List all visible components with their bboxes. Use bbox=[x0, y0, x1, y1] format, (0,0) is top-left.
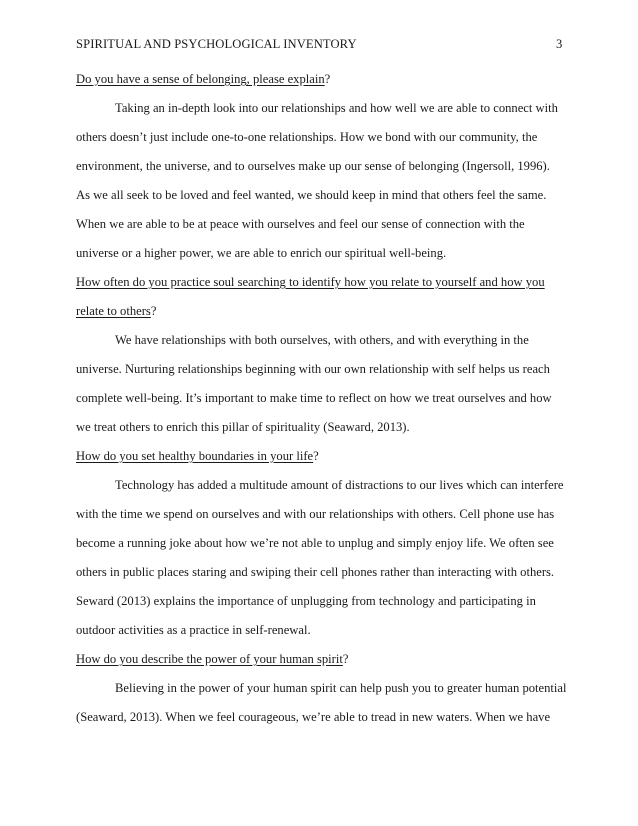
paragraph-line: complete well-being. It’s important to make time to reflect on how we treat ourselves and how bbox=[76, 391, 552, 405]
section-question bbox=[76, 268, 564, 297]
paragraph-line: universe or a higher power, we are able to enrich our spiritual well-being. bbox=[76, 246, 447, 260]
paragraph-line: When we are able to be at peace with ourselves and feel our sense of connection with the bbox=[76, 217, 525, 231]
question-mark: ? bbox=[342, 652, 349, 666]
paragraph-line: outdoor activities as a practice in self-renewal. bbox=[76, 623, 311, 637]
question-text: Do you have a sense of belonging, please explain bbox=[76, 72, 325, 86]
body-text bbox=[76, 65, 567, 732]
paragraph-line: Seward (2013) explains the importance of unplugging from technology and participating in bbox=[76, 594, 536, 608]
page-number: 3 bbox=[556, 37, 563, 51]
section-question bbox=[76, 297, 564, 326]
question-mark: ? bbox=[313, 449, 319, 463]
paragraph-line: others doesn’t just include one-to-one relationships. How we bond with our community, the bbox=[76, 130, 538, 144]
question-text: How often do you practice soul searching to identify how you relate to yourself and how you bbox=[76, 275, 545, 289]
question-text: How do you describe the power of your human spirit bbox=[76, 652, 343, 666]
paragraph-line: others in public places staring and swiping their cell phones rather than interacting with others. bbox=[76, 565, 555, 579]
section-question bbox=[76, 65, 564, 94]
section-question bbox=[76, 645, 564, 674]
paragraph-first-line: Technology has added a multitude amount of distractions to our lives which can interfere bbox=[115, 478, 564, 492]
paragraph-line: As we all seek to be loved and feel wanted, we should keep in mind that others feel the same. bbox=[76, 188, 547, 202]
paragraph-first-line: We have relationships with both ourselves, with others, and with everything in the bbox=[115, 333, 529, 347]
paragraph-line: environment, the universe, and to ourselves make up our sense of belonging (Ingersoll, 1996). bbox=[76, 159, 550, 173]
paragraph-line: become a running joke about how we’re not able to unplug and simply enjoy life. We often see bbox=[76, 536, 554, 550]
question-text: relate to others bbox=[76, 304, 151, 318]
question-text: How do you set healthy boundaries in your life bbox=[76, 449, 314, 463]
paragraph-first-line: Believing in the power of your human spirit can help push you to greater human potential bbox=[115, 681, 567, 695]
paragraph-line: we treat others to enrich this pillar of spirituality (Seaward, 2013). bbox=[76, 420, 410, 434]
paragraph-line: (Seaward, 2013). When we feel courageous, we’re able to tread in new waters. When we have bbox=[76, 710, 551, 724]
question-mark: ? bbox=[324, 72, 331, 86]
paragraph-line: with the time we spend on ourselves and with our relationships with others. Cell phone use has bbox=[76, 507, 555, 521]
section-question bbox=[76, 442, 564, 471]
question-mark: ? bbox=[150, 304, 157, 318]
paragraph-line: universe. Nurturing relationships beginning with our own relationship with self helps us reach bbox=[76, 362, 550, 376]
running-head: SPIRITUAL AND PSYCHOLOGICAL INVENTORY bbox=[76, 37, 357, 51]
paragraph-first-line: Taking an in-depth look into our relationships and how well we are able to connect with bbox=[115, 101, 558, 115]
